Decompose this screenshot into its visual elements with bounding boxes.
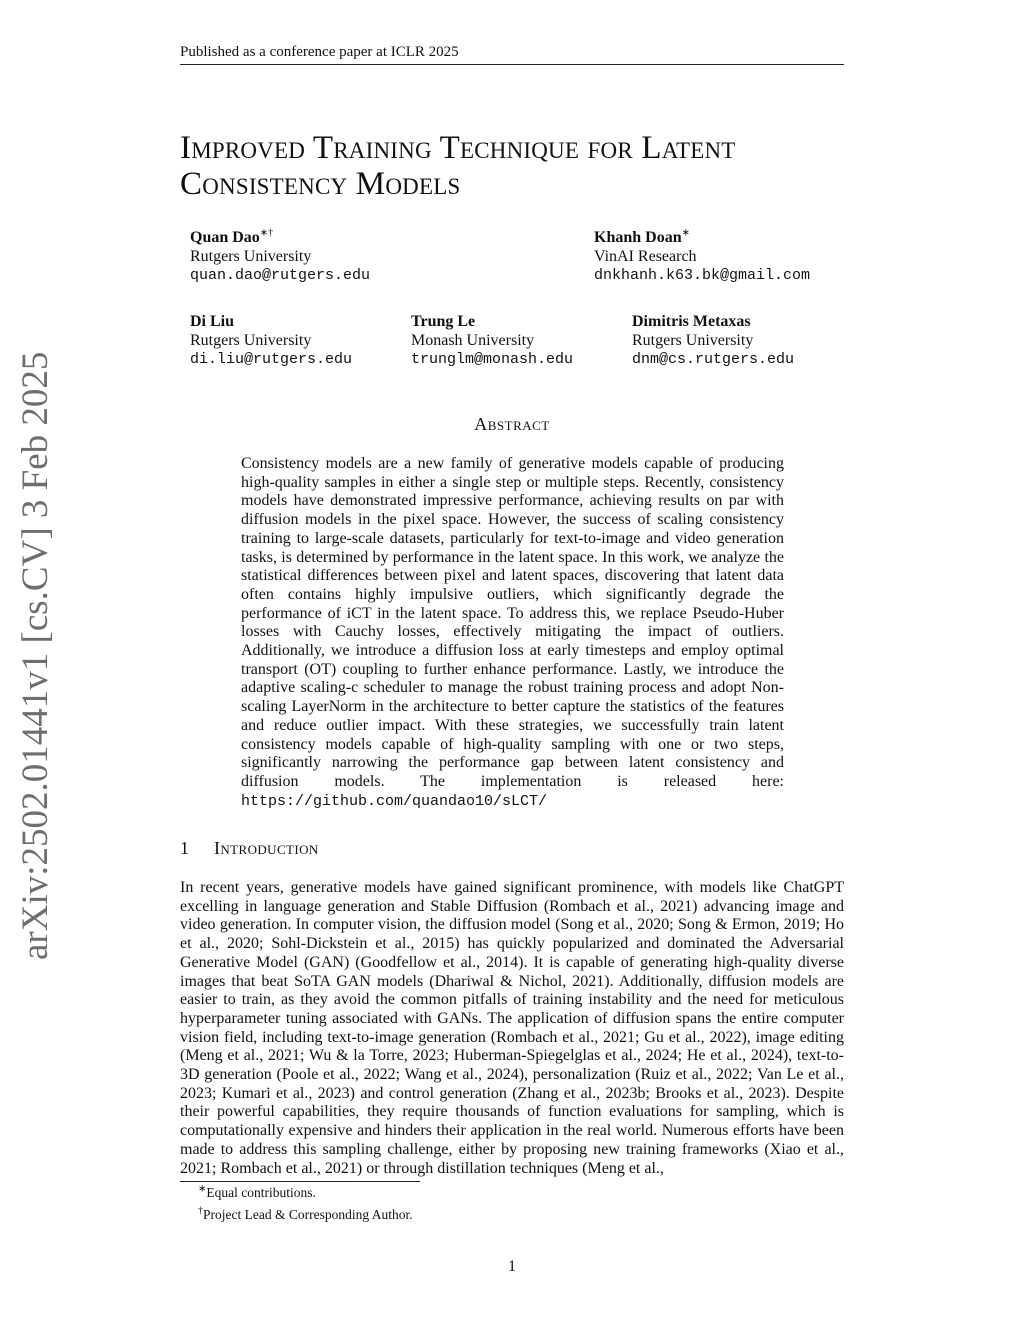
- author-marks: ∗: [681, 227, 690, 239]
- author-block: [190, 312, 352, 369]
- author-name: Trung Le: [411, 313, 476, 330]
- author-marks: ∗†: [259, 227, 274, 239]
- author-name: Dimitris Metaxas: [632, 313, 751, 330]
- conference-header: Published as a conference paper at ICLR 2025: [180, 44, 844, 65]
- footnote: [198, 1185, 316, 1201]
- page-number: 1: [508, 1258, 516, 1275]
- section-number: 1: [180, 838, 190, 858]
- introduction-paragraph: In recent years, generative models have gained significant prominence, with models like ChatGPT excelling in language generation and Stable Diffusion (Rombach et al., 2021) advancing image and video generation. In computer vision, the diffusion model (Song et al., 2020; Song & Ermon, 2019; Ho et al., 2020; Sohl-Dickstein et al., 2015) has quickly popularized and dominated the Adversarial Generative Model (GAN) (Goodfellow et al., 2014). It is capable of generating high-quality diverse images that beat SoTA GAN models (Dhariwal & Nichol, 2021). Additionally, diffusion models are easier to train, as they avoid the common pitfalls of training instability and the need for meticulous hyperparameter tuning associated with GANs. The application of diffusion spans the entire computer vision field, including text-to-image generation (Rombach et al., 2021; Gu et al., 2022), image editing (Meng et al., 2021; Wu & la Torre, 2023; Huberman-Spiegelglas et al., 2024; He et al., 2024), text-to-3D generation (Poole et al., 2022; Wang et al., 2024), personalization (Ruiz et al., 2022; Van Le et al., 2023; Kumari et al., 2023) and control generation (Zhang et al., 2023b; Brooks et al., 2023). Despite their powerful capabilities, they require thousands of function evaluations for sampling, which is computationally expensive and hinders their application in the real world. Numerous efforts have been made to address this sampling challenge, either by proposing new training frameworks (Xiao et al., 2021; Rombach et al., 2021) or through distillation techniques (Meng et al.,: [180, 879, 844, 1177]
- footnote-text: Project Lead & Corresponding Author.: [203, 1207, 413, 1222]
- arxiv-stamp: arXiv:2502.01441v1 [cs.CV] 3 Feb 2025: [15, 351, 56, 960]
- author-affiliation: Monash University: [411, 332, 535, 349]
- author-email[interactable]: dnm@cs.rutgers.edu: [632, 351, 795, 368]
- author-name: Khanh Doan: [594, 229, 682, 246]
- author-affiliation: Rutgers University: [190, 248, 312, 265]
- author-affiliation: Rutgers University: [632, 332, 754, 349]
- footnote-mark: †: [198, 1205, 203, 1217]
- author-block: [594, 228, 810, 285]
- footnote: [198, 1207, 413, 1223]
- author-email[interactable]: quan.dao@rutgers.edu: [190, 267, 371, 284]
- author-affiliation: Rutgers University: [190, 332, 312, 349]
- footnote-mark: ∗: [198, 1183, 207, 1195]
- author-name: Di Liu: [190, 313, 235, 330]
- author-email[interactable]: dnkhanh.k63.bk@gmail.com: [594, 267, 811, 284]
- author-block: [632, 312, 794, 369]
- footnote-rule: [180, 1181, 420, 1182]
- abstract-text: Consistency models are a new family of generative models capable of producing high-quality samples in either a single step or multiple steps. Recently, consistency models have demonstrated impressive performance, achieving results on par with diffusion models in the pixel space. However, the success of scaling consistency training to large-scale datasets, particularly for text-to-image and video generation tasks, is determined by performance in the latent space. In this work, we analyze the statistical differences between pixel and latent spaces, discovering that latent data often contains highly impulsive outliers, which significantly degrade the performance of iCT in the latent space. To address this, we replace Pseudo-Huber losses with Cauchy losses, effectively mitigating the impact of outliers. Additionally, we introduce a diffusion loss at early timesteps and employ optimal transport (OT) coupling to further enhance performance. Lastly, we introduce the adaptive scaling-c scheduler to manage the robust training process and adopt Non-scaling LayerNorm in the architecture to better capture the statistics of the features and reduce outlier impact. With these strategies, we successfully train latent consistency models capable of high-quality sampling with one or two steps, significantly narrowing the performance gap between latent consistency and diffusion models. The implementation is released here:: [241, 455, 784, 790]
- section-title: Introduction: [214, 838, 319, 858]
- code-link[interactable]: https://github.com/quandao10/sLCT/: [241, 792, 548, 810]
- abstract-body: [241, 455, 784, 811]
- abstract-heading: Abstract: [474, 414, 550, 434]
- author-block: [190, 228, 370, 285]
- author-block: [411, 312, 573, 369]
- paper-title: Improved Training Technique for Latent Consistency Models: [180, 130, 736, 202]
- author-email[interactable]: di.liu@rutgers.edu: [190, 351, 353, 368]
- author-name: Quan Dao: [190, 229, 260, 246]
- section-heading: [180, 838, 844, 859]
- author-affiliation: VinAI Research: [594, 248, 697, 265]
- footnote-text: Equal contributions.: [206, 1185, 316, 1200]
- author-email[interactable]: trunglm@monash.edu: [411, 351, 574, 368]
